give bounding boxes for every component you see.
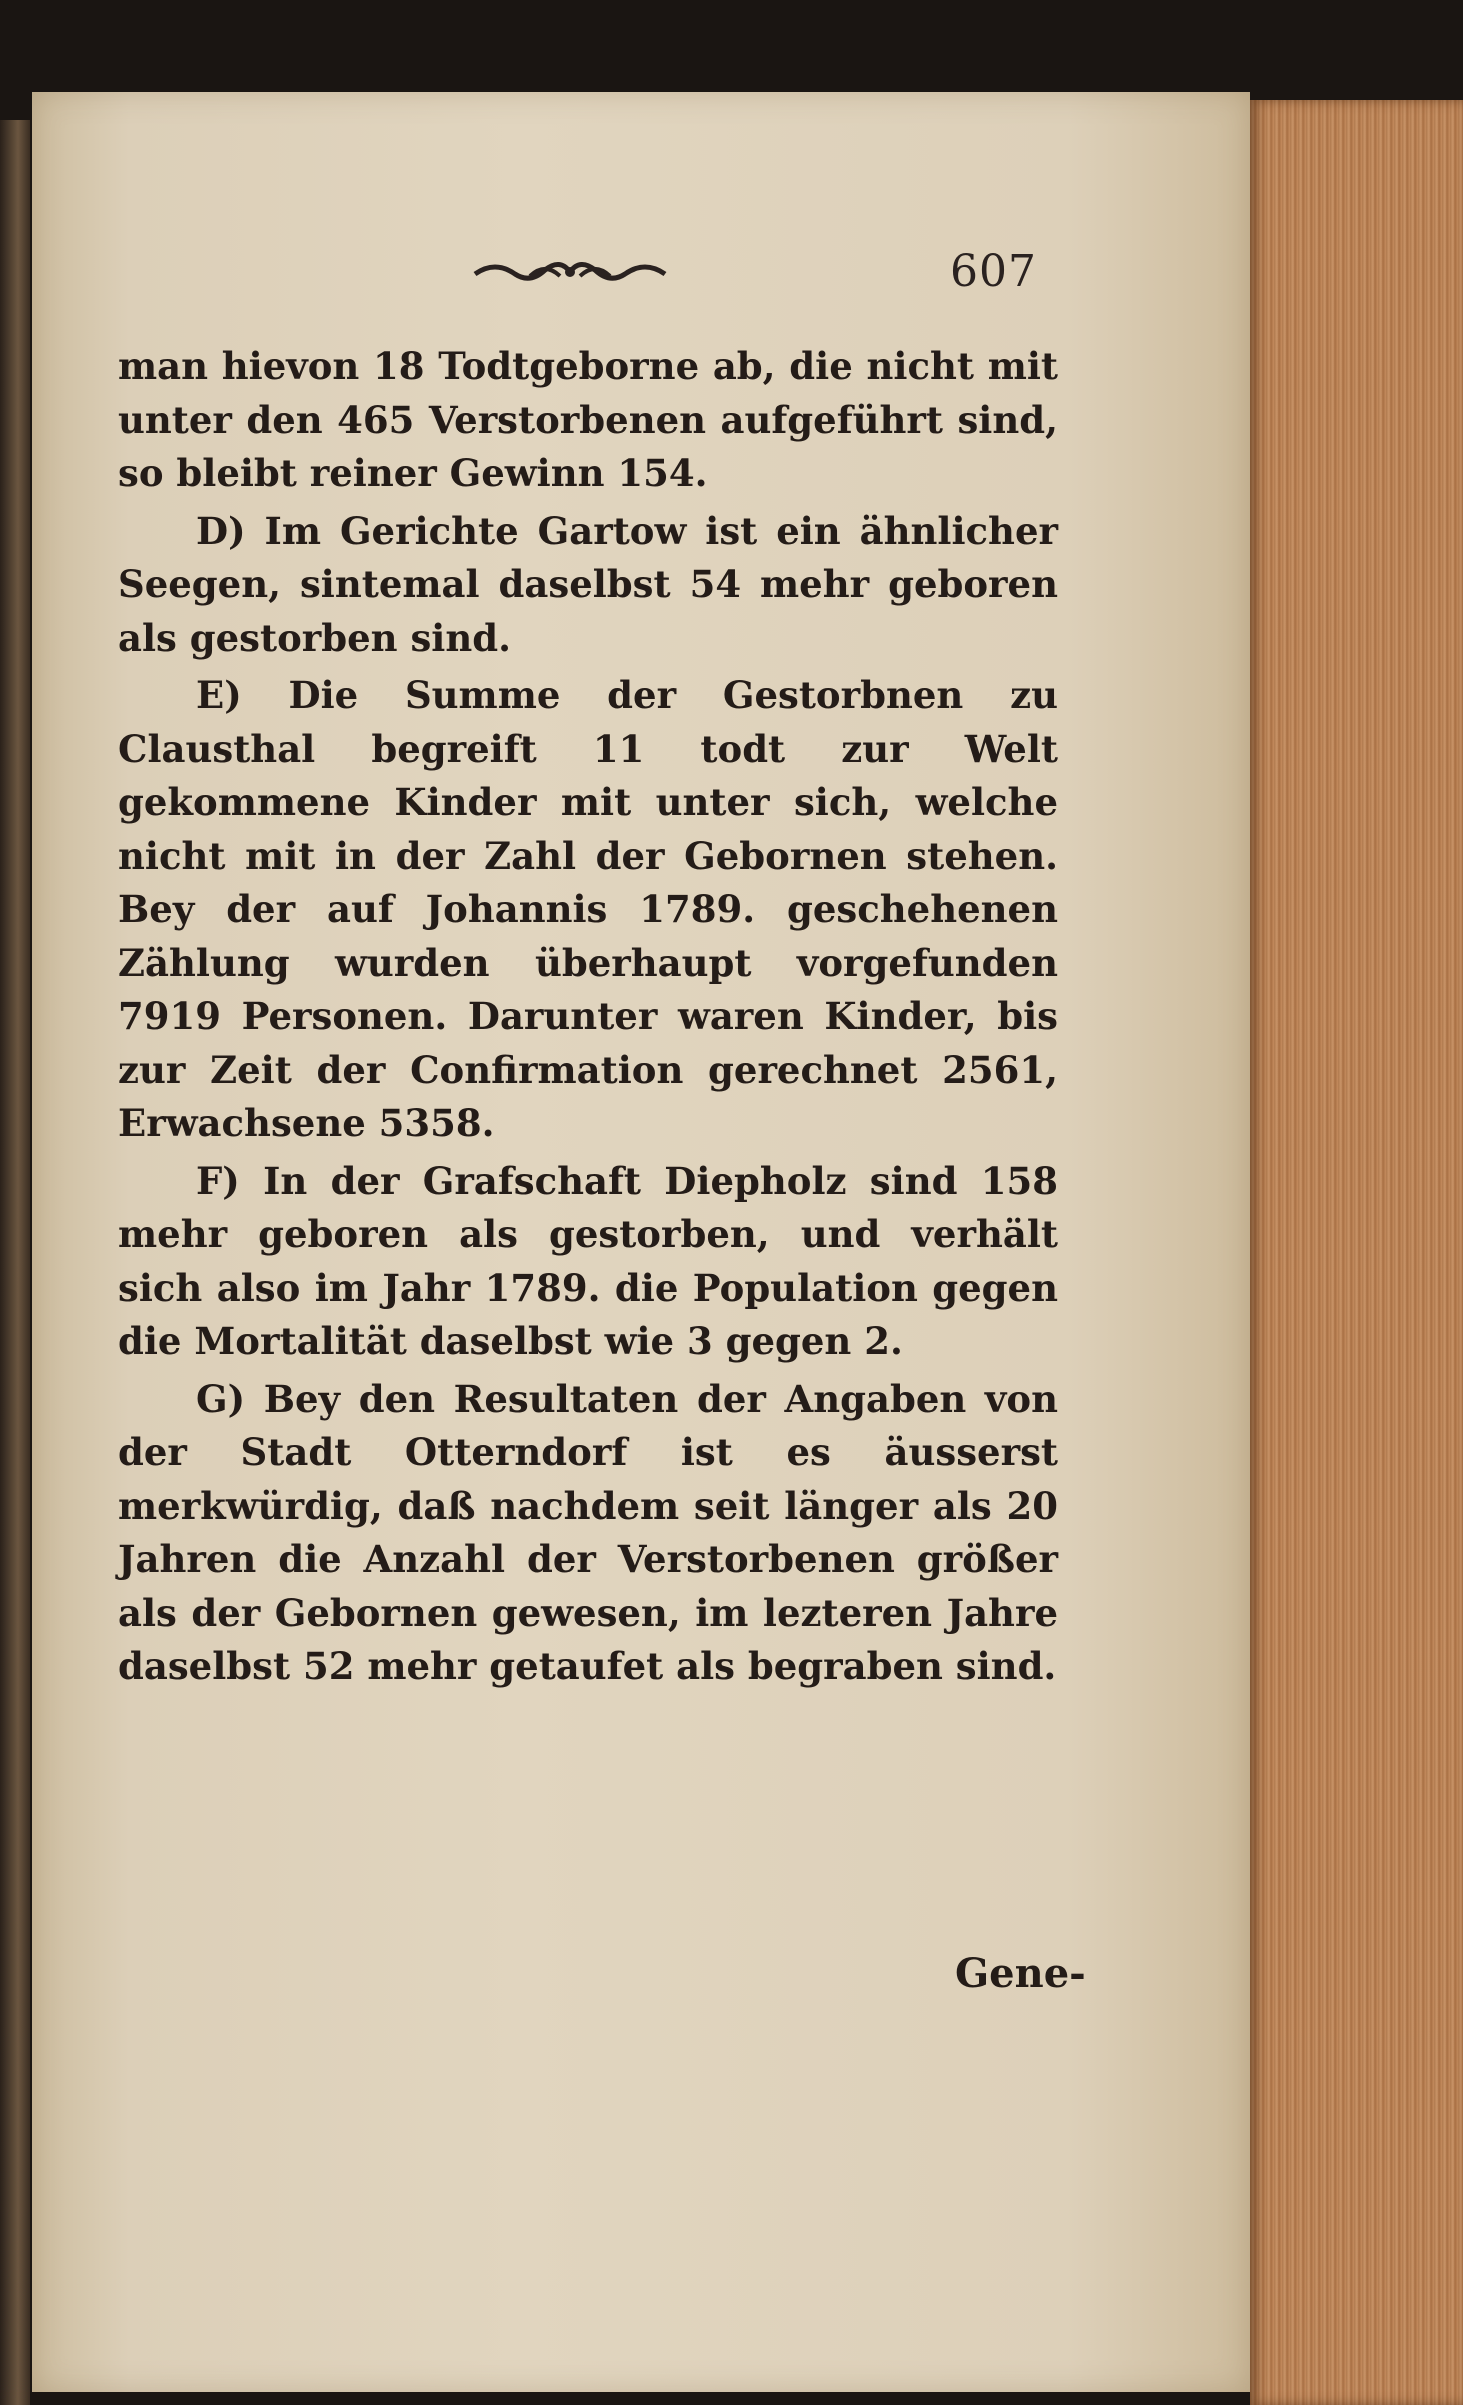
page-number: 607 [950,246,1037,297]
paragraph: D) Im Gerichte Gartow ist ein ähnlicher Seegen, sintemal daselbst 54 mehr geboren als gestorben sind. [118,508,1058,660]
ornament-icon [470,252,670,292]
paragraph: man hievon 18 Todtgeborne ab, die nicht mit unter den 465 Verstorbenen aufgeführt sind, so bleibt reiner Gewinn 154. [118,344,1058,495]
paragraph: G) Bey den Resultaten der Angaben von der Stadt Otterndorf ist es äusserst merkwürdig, daß nachdem seit länger als 20 Jahren die Anzahl der Verstorbenen größer als der Gebornen gewesen, im lezteren Jahre daselbst 52 mehr getaufet als begraben sind. [118,1376,1058,1688]
book-fore-edge [1250,100,1463,2405]
catchword: Gene- [955,1950,1086,1997]
paragraph: E) Die Summe der Gestorbnen zu Clausthal begreift 11 todt zur Welt gekommene Kinder mit unter sich, welche nicht mit in der Zahl der Gebornen stehen. Bey der auf Johannis 1789. geschehenen Zählung wurden überhaupt vorgefunden 7919 Personen. Darunter waren Kinder, bis zur Zeit der Confirmation gerechnet 2561, Erwachsene 5358. [118,673,1058,1145]
body-text [118,340,1058,1694]
paragraph: F) In der Grafschaft Diepholz sind 158 mehr geboren als gestorben, und verhält sich also im Jahr 1789. die Population gegen die Mortalität daselbst wie 3 gegen 2. [118,1158,1058,1363]
book-spine-edge [0,120,30,2405]
